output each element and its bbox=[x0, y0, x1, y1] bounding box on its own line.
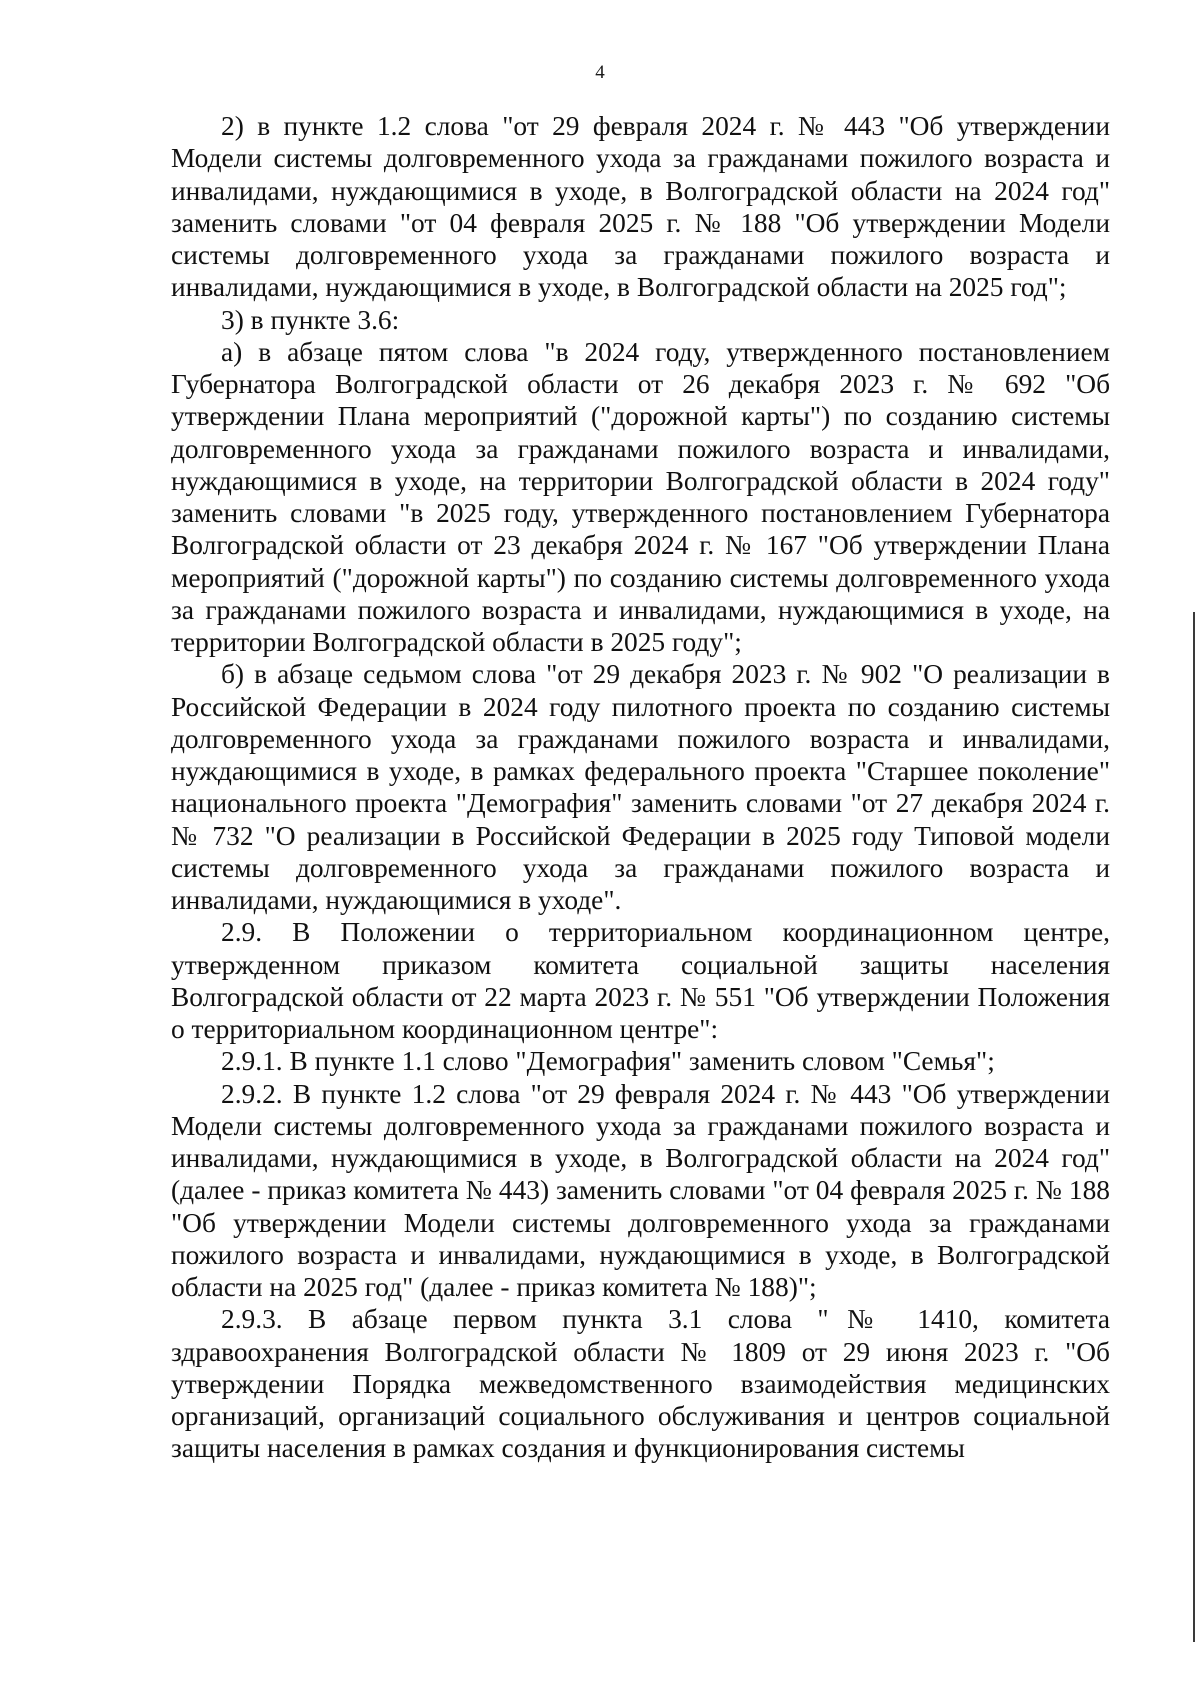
paragraph-subitem-a: а) в абзаце пятом слова "в 2024 году, утвержденного постановлением Губернатора Волгоградской области от 26 декабря 2023 г. № 692 "Об утверждении Плана мероприятий ("дорожной карты") по созданию системы долговременного ухода за гражданами пожилого возраста и инвалидами, нуждающимися в уходе, на территории Волгоградской области в 2024 году" заменить словами "в 2025 году, утвержденного постановлением Губернатора Волгоградской области от 23 декабря 2024 г. № 167 "Об утверждении Плана мероприятий ("дорожной карты") по созданию системы долговременного ухода за гражданами пожилого возраста и инвалидами, нуждающимися в уходе, на территории Волгоградской области в 2025 году"; bbox=[171, 336, 1110, 657]
paragraph-subitem-b: б) в абзаце седьмом слова "от 29 декабря 2023 г. № 902 "О реализации в Российской Федерации в 2024 году пилотного проекта по созданию системы долговременного ухода за гражданами пожилого возраста и инвалидами, нуждающимися в уходе, в рамках федерального проекта "Старшее поколение" национального проекта "Демография" заменить словами "от 27 декабря 2024 г. № 732 "О реализации в Российской Федерации в 2025 году Типовой модели системы долговременного ухода за гражданами пожилого возраста и инвалидами, нуждающимися в уходе". bbox=[171, 659, 1110, 915]
paragraph-item-3-clause-3-6: 3) в пункте 3.6: bbox=[221, 304, 400, 335]
paragraph-2-9-1: 2.9.1. В пункте 1.1 слово "Демография" заменить словом "Семья"; bbox=[221, 1046, 995, 1077]
paragraph-2-9: 2.9. В Положении о территориальном координационном центре, утвержденном приказом комитета социальной защиты населения Волгоградской области от 22 марта 2023 г. № 551 "Об утверждении Положения о территориальном координационном центре": bbox=[171, 917, 1110, 1044]
scan-edge-line bbox=[1193, 612, 1195, 1642]
document-body bbox=[171, 110, 1110, 1465]
paragraph-2-9-2: 2.9.2. В пункте 1.2 слова "от 29 февраля 2024 г. № 443 "Об утверждении Модели системы долговременного ухода за гражданами пожилого возраста и инвалидами, нуждающимися в уходе, в Волгоградской области на 2024 год" (далее - приказ комитета № 443) заменить словами "от 04 февраля 2025 г. № 188 "Об утверждении Модели системы долговременного ухода за гражданами пожилого возраста и инвалидами, нуждающимися в уходе, в Волгоградской области на 2025 год" (далее - приказ комитета № 188)"; bbox=[171, 1078, 1110, 1302]
page-number: 4 bbox=[595, 62, 605, 83]
paragraph-2-9-3: 2.9.3. В абзаце первом пункта 3.1 слова "№ 1410, комитета здравоохранения Волгоградской области № 1809 от 29 июня 2023 г. "Об утверждении Порядка межведомственного взаимодействия медицинских организаций, организаций социального обслуживания и центров социальной защиты населения в рамках создания и функционирования системы bbox=[171, 1304, 1110, 1464]
paragraph-item-2-clause-1-2: 2) в пункте 1.2 слова "от 29 февраля 2024 г. № 443 "Об утверждении Модели системы долговременного ухода за гражданами пожилого возраста и инвалидами, нуждающимися в уходе, в Волгоградской области на 2024 год" заменить словами "от 04 февраля 2025 г. № 188 "Об утверждении Модели системы долговременного ухода за гражданами пожилого возраста и инвалидами, нуждающимися в уходе, в Волгоградской области на 2025 год"; bbox=[171, 111, 1110, 303]
